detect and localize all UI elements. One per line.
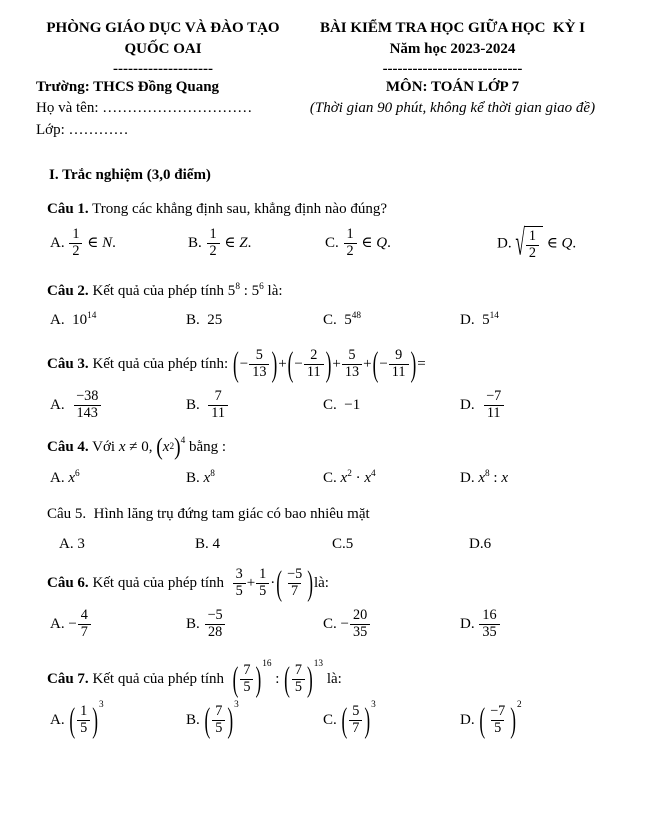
question-2-option-d: D. $5^{14}$ (460, 311, 499, 329)
question-3-options (50, 389, 615, 422)
school-name: Trường: THCS Đồng Quang (36, 79, 220, 96)
question-5-option-a: A. 3 (59, 535, 85, 552)
question-1-option-d: D. √ $\frac{1}{2}$ ∈ Q. (497, 222, 577, 263)
question-6-option-d: D. $\frac{16}{35}$ (460, 608, 615, 641)
student-name-line: Họ và tên: ………………………… (36, 100, 253, 117)
question-4-option-d: D. $x^8$ : x (460, 468, 509, 486)
question-1-stem: Câu 1. Trong các khẳng định sau, khẳng định nào đúng? (47, 200, 387, 217)
question-3-option-a: A. $\frac{-38}{143}$ (50, 389, 186, 422)
question-1-option-c: C. $\frac{1}{2}$ ∈ Q. (325, 226, 391, 260)
question-6-options (50, 608, 615, 641)
question-3-stem: Câu 3. Kết quả của phép tính: ( − $\frac{5}{13}$ ) + ( − $\frac{2}{11}$ ) + $\frac{5}{13}$ + ( − $\frac{9}{11}$ ) = (47, 344, 426, 384)
subject-line: MÔN: TOÁN LỚP 7 (385, 79, 520, 96)
district-name: QUỐC OAI (124, 41, 202, 58)
question-5-option-d: D.6 (469, 535, 492, 552)
question-3-option-b: B. $\frac{7}{11}$ (186, 389, 323, 422)
question-5 (47, 506, 615, 557)
question-1-option-a: A. $\frac{1}{2}$ ∈ N. (50, 226, 116, 260)
question-2-option-c: C. $5^{48}$ (323, 311, 362, 329)
header-right-column (290, 18, 615, 141)
left-divider: -------------------- (113, 60, 213, 77)
question-1 (47, 201, 615, 262)
question-3-option-d: D. $\frac{-7}{11}$ (460, 389, 615, 422)
question-6-option-a: A. − $\frac{4}{7}$ (50, 608, 186, 641)
question-7-option-b: B. ( $\frac{7}{5}$ ) $^3$ (186, 699, 239, 740)
question-2-option-b: B. 25 (186, 312, 223, 329)
question-7-option-d: D. ( $\frac{-7}{5}$ ) $^2$ (460, 699, 522, 740)
question-5-stem: Câu 5. Hình lăng trụ đứng tam giác có bao nhiêu mặt (47, 506, 370, 523)
question-7-stem: Câu 7. Kết quả của phép tính ( $\frac{7}{5}$ ) $^{16}$ : ( $\frac{7}{5}$ ) $^{13}$ là: (47, 659, 342, 699)
question-4-options (50, 465, 615, 491)
question-3 (47, 344, 615, 422)
exam-header (36, 18, 615, 141)
question-6-stem: Câu 6. Kết quả của phép tính $\frac{3}{5}$ + $\frac{1}{5}$ · ( $\frac{-5}{7}$ ) là: (47, 563, 329, 603)
question-6 (47, 563, 615, 641)
question-7-option-a: A. ( $\frac{1}{5}$ ) $^3$ (50, 699, 104, 740)
question-4 (47, 434, 615, 492)
header-left-column (36, 18, 290, 141)
question-5-option-c: C.5 (332, 535, 354, 552)
student-class-line: Lớp: ………… (36, 121, 129, 138)
question-5-option-b: B. 4 (195, 535, 221, 552)
school-year: Năm học 2023-2024 (389, 41, 516, 58)
question-3-option-c: C. −1 (323, 396, 361, 413)
department-name: PHÒNG GIÁO DỤC VÀ ĐÀO TẠO (46, 20, 280, 36)
question-4-stem: Câu 4. Với x ≠ 0, ( x 2 ) $^4$ bằng : (47, 434, 227, 461)
exam-title: BÀI KIỂM TRA HỌC GIỮA HỌC KỲ I (319, 20, 586, 36)
question-4-option-c: C. $x^2 \cdot x^4$ (323, 468, 376, 486)
question-2-stem: Câu 2. Kết quả của phép tính $5^8$ : $5^6$ là: (47, 281, 283, 299)
question-2-options (50, 308, 615, 334)
question-4-option-a: A. $x^6$ (50, 468, 80, 486)
question-7-option-c: C. ( $\frac{5}{7}$ ) $^3$ (323, 699, 376, 740)
question-6-option-b: B. $\frac{-5}{28}$ (186, 608, 323, 641)
question-7-options (50, 699, 615, 740)
right-divider: ---------------------------- (382, 60, 523, 77)
question-2-option-a: A. $10^{14}$ (50, 311, 97, 329)
question-2 (47, 283, 615, 334)
question-5-options (59, 531, 615, 557)
section-title: I. Trắc nghiệm (3,0 điểm) (49, 166, 211, 183)
time-note: (Thời gian 90 phút, không kể thời gian giao đề) (309, 100, 596, 117)
question-1-options (50, 222, 615, 263)
question-6-option-c: C. − $\frac{20}{35}$ (323, 608, 460, 641)
question-4-option-b: B. $x^8$ (186, 468, 215, 486)
question-7 (47, 659, 615, 740)
question-1-option-b: B. $\frac{1}{2}$ ∈ Z. (188, 226, 252, 260)
